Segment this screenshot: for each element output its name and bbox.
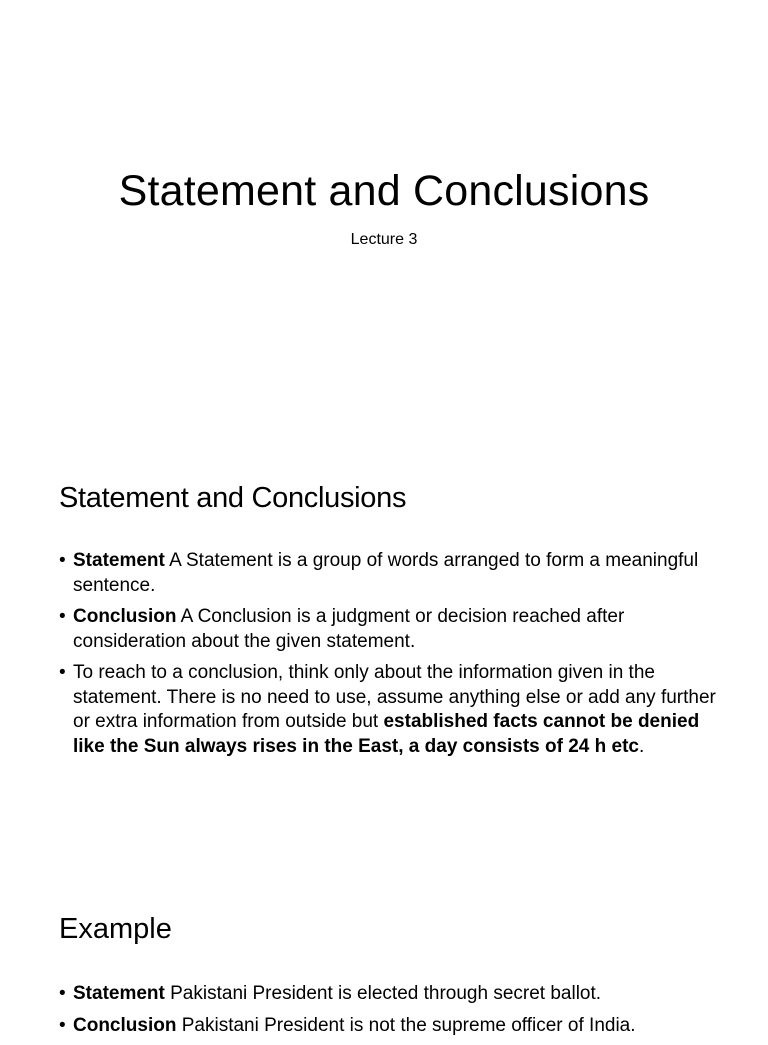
list-item [59, 982, 719, 1007]
bullet-dot: • [59, 1014, 66, 1036]
term-label: Statement [73, 983, 165, 1004]
body-text: To reach to a conclusion, think only about the information given in the statement. There is no need to use, assume anything else or add any further or extra information from outside but [73, 662, 716, 732]
term-label: Statement [73, 550, 165, 571]
term-label: Conclusion [73, 1014, 177, 1036]
list-item [59, 661, 719, 759]
slide-heading: Example [59, 913, 172, 945]
bullet-list [59, 982, 719, 1045]
definition-text: A Conclusion is a judgment or decision reached after consideration about the given statement. [73, 606, 625, 652]
list-item [59, 549, 719, 598]
bullet-list [59, 549, 719, 766]
presentation-title: Statement and Conclusions [118, 167, 650, 215]
example-text: Pakistani President is not the supreme officer of India. [176, 1014, 636, 1036]
bullet-dot: • [59, 662, 66, 683]
title-slide [0, 0, 768, 432]
example-text: Pakistani President is elected through secret ballot. [164, 983, 602, 1004]
list-item [59, 605, 719, 654]
trailing-punctuation: . [639, 735, 645, 757]
bullet-dot: • [59, 550, 66, 571]
emphasis-text: established facts cannot be denied like the Sun always rises in the East, a day consists of 24 h etc [73, 711, 700, 757]
slide-heading: Statement and Conclusions [59, 482, 407, 514]
bullet-dot: • [59, 606, 66, 627]
definitions-slide [0, 432, 768, 864]
list-item [59, 1014, 719, 1039]
definition-text: A Statement is a group of words arranged to form a meaningful sentence. [73, 550, 699, 596]
bullet-dot: • [59, 983, 66, 1004]
presentation-subtitle: Lecture 3 [350, 231, 418, 248]
term-label: Conclusion [73, 606, 177, 627]
example-slide [0, 864, 768, 1036]
